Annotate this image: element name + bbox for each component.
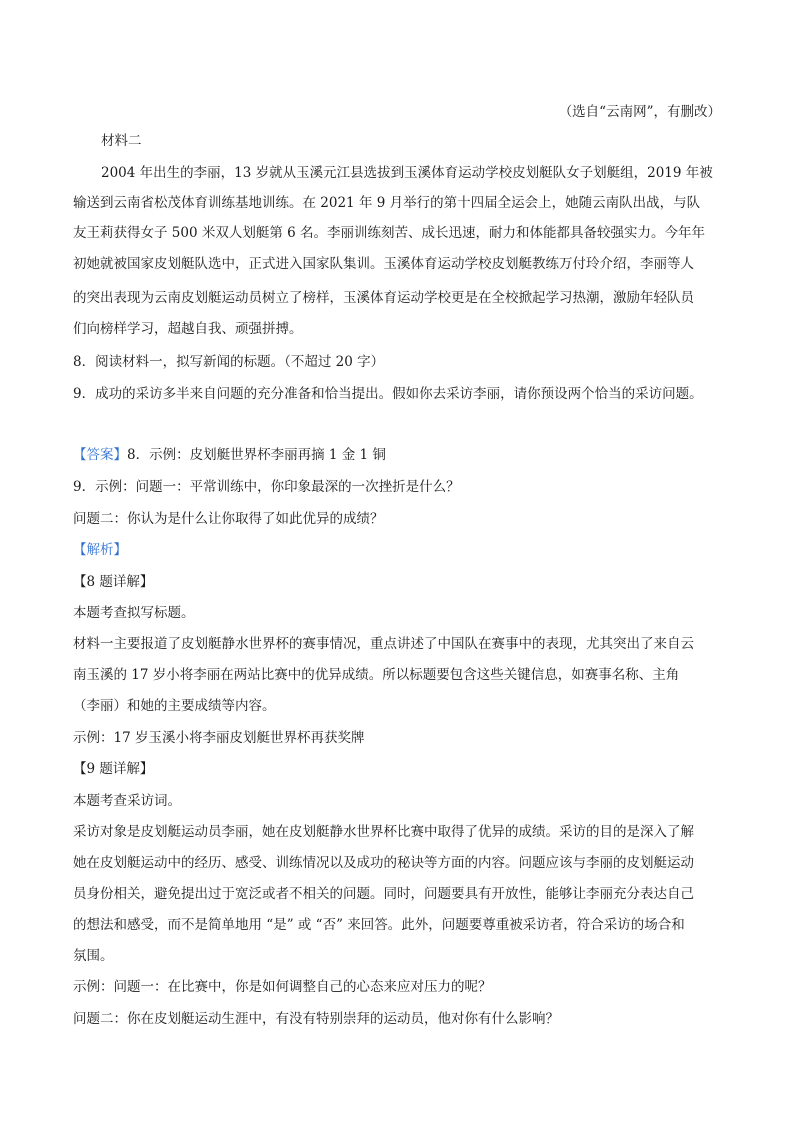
question-8: 8．阅读材料一，拟写新闻的标题。（不超过 20 字）: [73, 354, 385, 370]
analysis-q8-line: 南玉溪的 17 岁小将李丽在两站比赛中的优异成绩。所以标题要包含这些关键信息，如赛事名称、主角: [73, 667, 680, 683]
answer-q8: 8．示例：皮划艇世界杯李丽再摘 1 金 1 铜: [127, 447, 386, 463]
analysis-q8-line: 本题考查拟写标题。: [73, 605, 195, 621]
analysis-tag: 【解析】: [73, 542, 127, 558]
analysis-q9-example1: 示例：问题一：在比赛中，你是如何调整自己的心态来应对压力的呢？: [73, 979, 492, 995]
material2-heading: 材料二: [101, 133, 142, 149]
analysis-q9-line: 员身份相关，避免提出过于宽泛或者不相关的问题。同时，问题要具有开放性，能够让李丽充分表达自己: [73, 886, 694, 902]
analysis-q9-heading: 【9 题详解】: [73, 761, 154, 777]
analysis-q9-line: 的想法和感受，而不是简单地用 “是” 或 “否” 来回答。此外，问题要尊重被采访者，符合采访的场合和: [73, 917, 685, 933]
analysis-q9-line: 她在皮划艇运动中的经历、感受、训练情况以及成功的秘诀等方面的内容。问题应该与李丽的皮划艇运动: [73, 855, 694, 871]
analysis-q9-line: 采访对象是皮划艇运动员李丽，她在皮划艇静水世界杯比赛中取得了优异的成绩。采访的目的是深入了解: [73, 824, 694, 840]
material2-line: 们向榜样学习，超越自我、顽强拼搏。: [73, 321, 303, 337]
answer-tag: 【答案】: [73, 447, 127, 463]
analysis-q8-line: 材料一主要报道了皮划艇静水世界杯的赛事情况，重点讲述了中国队在赛事中的表现，尤其突出了来自云: [73, 636, 694, 652]
source-note: （选自“云南网”，有删改）: [558, 104, 721, 120]
analysis-q8-line: （李丽）和她的主要成绩等内容。: [73, 698, 276, 714]
material2-line: 友王莉获得女子 500 米双人划艇第 6 名。李丽训练刻苦、成长迅速，耐力和体能都具备较强实力。今年年: [73, 225, 706, 241]
analysis-q9-line: 氛围。: [73, 948, 114, 964]
answer-q9-line1: 9．示例：问题一：平常训练中，你印象最深的一次挫折是什么？: [73, 479, 460, 495]
analysis-q9-line: 本题考查采访词。: [73, 793, 181, 809]
analysis-q8-heading: 【8 题详解】: [73, 574, 154, 590]
material2-line: 输送到云南省松茂体育训练基地训练。在 2021 年 9 月举行的第十四届全运会上，她随云南队出战，与队: [73, 195, 701, 211]
material2-line: 初她就被国家皮划艇队选中，正式进入国家队集训。玉溪体育运动学校皮划艇教练万付玲介绍，李丽等人: [73, 256, 694, 272]
material2-line: 的突出表现为云南皮划艇运动员树立了榜样，玉溪体育运动学校更是在全校掀起学习热潮，激励年轻队员: [73, 290, 694, 306]
analysis-q8-example: 示例：17 岁玉溪小将李丽皮划艇世界杯再获奖牌: [73, 730, 365, 746]
question-9: 9．成功的采访多半来自问题的充分准备和恰当提出。假如你去采访李丽，请你预设两个恰当的采访问题。: [73, 386, 703, 402]
material2-line: 2004 年出生的李丽，13 岁就从玉溪元江县选拔到玉溪体育运动学校皮划艇队女子划艇组，2019 年被: [101, 165, 713, 181]
answer-q9-line2: 问题二：你认为是什么让你取得了如此优异的成绩？: [73, 511, 384, 527]
analysis-q9-example2: 问题二：你在皮划艇运动生涯中，有没有特别崇拜的运动员，他对你有什么影响？: [73, 1011, 559, 1027]
answer-q8-line: [73, 445, 721, 465]
